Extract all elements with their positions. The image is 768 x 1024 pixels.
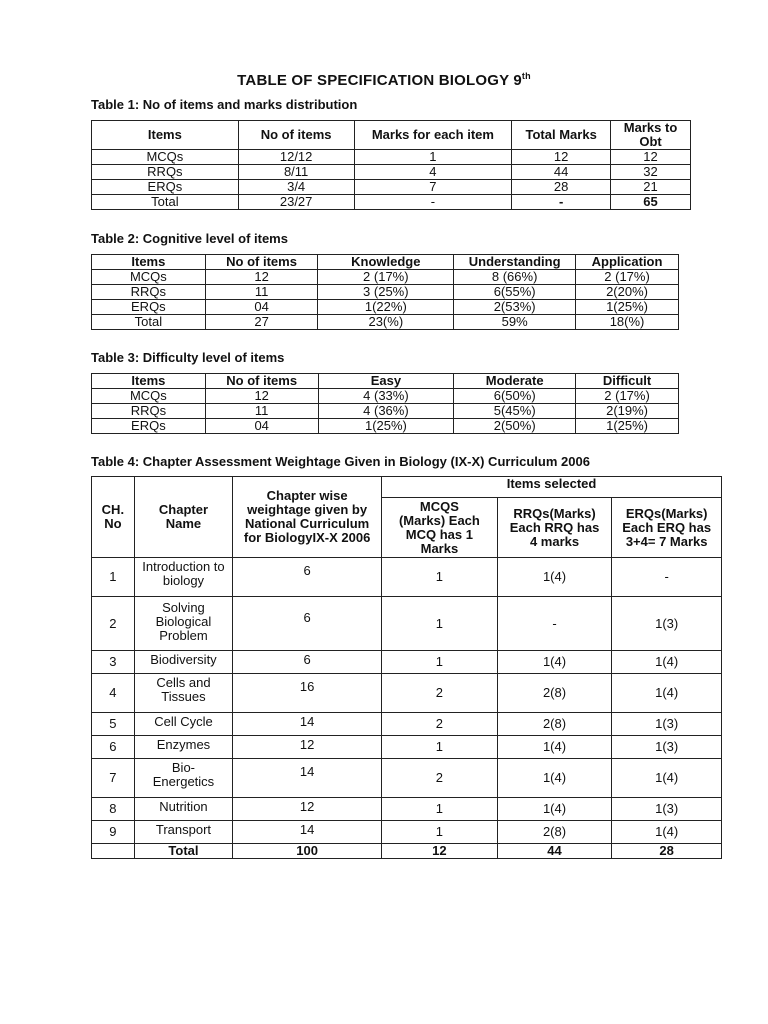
table-cell: 1(25%): [576, 419, 679, 434]
table-cell: 1(3): [612, 597, 722, 651]
table-row: [92, 597, 722, 651]
table-cell: 27: [205, 315, 318, 330]
table-cell: 28: [612, 844, 722, 859]
table-cell: 6: [233, 597, 382, 651]
table-cell: 1(4): [497, 736, 612, 759]
table-cell: 12: [233, 798, 382, 821]
table-cell: 1(4): [497, 651, 612, 674]
table-cell: 4 (36%): [318, 404, 454, 419]
table-cell: 2(8): [497, 674, 612, 713]
table-cell: 1(3): [612, 798, 722, 821]
table-cell: 1(4): [497, 558, 612, 597]
table-cell: 5(45%): [454, 404, 576, 419]
table-cell: 2: [92, 597, 135, 651]
table3-header-cell: No of items: [205, 374, 318, 389]
table-row: [92, 270, 679, 285]
table3-header-cell: Items: [92, 374, 206, 389]
table-cell: 1(4): [612, 651, 722, 674]
table-cell: 28: [512, 180, 611, 195]
table-cell: 44: [512, 165, 611, 180]
table-cell: 4 (33%): [318, 389, 454, 404]
table-cell: RRQs: [92, 404, 206, 419]
table-cell: 3: [92, 651, 135, 674]
table-cell: 4: [354, 165, 512, 180]
table-row: [92, 713, 722, 736]
table2-header-cell: Understanding: [454, 255, 576, 270]
table-row: [92, 315, 679, 330]
table-cell: RRQs: [92, 285, 206, 300]
table2-caption: Table 2: Cognitive level of items: [91, 231, 288, 246]
table2: [91, 254, 679, 330]
table-row: [92, 195, 691, 210]
table-cell: 16: [233, 674, 382, 713]
table4-header-weightage: Chapter wise weightage given by National Curriculum for BiologyIX-X 2006: [233, 477, 382, 558]
table-cell: 04: [205, 300, 318, 315]
table-cell: 14: [233, 821, 382, 844]
table-row: [92, 798, 722, 821]
table-row: [92, 558, 722, 597]
table-cell: 2(50%): [454, 419, 576, 434]
table-cell: 3/4: [238, 180, 354, 195]
table-cell: [92, 844, 135, 859]
table-cell: 12: [611, 150, 691, 165]
table-cell: 2(19%): [576, 404, 679, 419]
table-cell: 2: [382, 674, 498, 713]
table-cell: 12: [205, 389, 318, 404]
table4-header-mcqs: MCQS (Marks) Each MCQ has 1 Marks: [382, 498, 498, 558]
table-cell: 3 (25%): [318, 285, 454, 300]
table-cell: Bio-Energetics: [134, 759, 232, 798]
table1-header-cell: Marks to Obt: [611, 121, 691, 150]
table-cell: 4: [92, 674, 135, 713]
table2-header-cell: Application: [576, 255, 679, 270]
table-row: [92, 651, 722, 674]
table-cell: 6: [92, 736, 135, 759]
table4-header-ch-no: CH. No: [92, 477, 135, 558]
table-cell: 6(50%): [454, 389, 576, 404]
table-cell: 2(8): [497, 713, 612, 736]
table-cell: 1: [382, 736, 498, 759]
table-cell: 1: [354, 150, 512, 165]
table-cell: 12: [205, 270, 318, 285]
table-cell: 1(4): [612, 674, 722, 713]
table-cell: 1(25%): [576, 300, 679, 315]
table-row: [92, 759, 722, 798]
table-cell: 59%: [454, 315, 576, 330]
table-cell: 1: [92, 558, 135, 597]
table-row: [92, 300, 679, 315]
table-cell: 65: [611, 195, 691, 210]
table2-header-row: [92, 255, 679, 270]
table-cell: 12/12: [238, 150, 354, 165]
table-cell: Introduction to biology: [134, 558, 232, 597]
table-cell: MCQs: [92, 389, 206, 404]
table-cell: MCQs: [92, 150, 239, 165]
table-cell: -: [497, 597, 612, 651]
table-cell: 2(8): [497, 821, 612, 844]
table-cell: 2(20%): [576, 285, 679, 300]
table-row: [92, 165, 691, 180]
table-row: [92, 821, 722, 844]
table-row: [92, 419, 679, 434]
table-cell: Total: [92, 195, 239, 210]
table-cell: 1: [382, 821, 498, 844]
table-row: [92, 674, 722, 713]
table1: [91, 120, 691, 210]
table-cell: 5: [92, 713, 135, 736]
table1-header-cell: Total Marks: [512, 121, 611, 150]
table2-header-cell: Items: [92, 255, 206, 270]
table-cell: 6: [233, 558, 382, 597]
table-cell: 1(3): [612, 713, 722, 736]
table1-caption: Table 1: No of items and marks distribution: [91, 97, 358, 112]
table1-body: [92, 150, 691, 210]
table4-caption: Table 4: Chapter Assessment Weightage Given in Biology (IX-X) Curriculum 2006: [91, 454, 590, 469]
table-cell: 8: [92, 798, 135, 821]
table-cell: 11: [205, 404, 318, 419]
title-text: TABLE OF SPECIFICATION BIOLOGY 9: [237, 72, 522, 89]
table-row: [92, 180, 691, 195]
table-cell: 7: [354, 180, 512, 195]
table1-header-cell: No of items: [238, 121, 354, 150]
table-cell: 2 (17%): [576, 270, 679, 285]
page-title: [0, 71, 768, 89]
table-cell: 2 (17%): [576, 389, 679, 404]
table4-total-row: [92, 844, 722, 859]
table-cell: 1: [382, 798, 498, 821]
table-cell: 2(53%): [454, 300, 576, 315]
table-cell: 9: [92, 821, 135, 844]
table-cell: 2: [382, 759, 498, 798]
table4: [91, 476, 722, 859]
table4-header-items-selected: Items selected: [382, 477, 722, 498]
table3: [91, 373, 679, 434]
table-cell: 23(%): [318, 315, 454, 330]
table1-header-cell: Items: [92, 121, 239, 150]
table-cell: 8 (66%): [454, 270, 576, 285]
table-cell: 1: [382, 651, 498, 674]
table-cell: 14: [233, 759, 382, 798]
table-cell: 1(4): [497, 798, 612, 821]
table-cell: Biodiversity: [134, 651, 232, 674]
table3-header-cell: Moderate: [454, 374, 576, 389]
table-cell: Total: [92, 315, 206, 330]
table-cell: Total: [134, 844, 232, 859]
table-cell: 7: [92, 759, 135, 798]
table4-header-chapter-name: Chapter Name: [134, 477, 232, 558]
table-cell: 1(4): [497, 759, 612, 798]
table-cell: 1(4): [612, 821, 722, 844]
table-cell: 21: [611, 180, 691, 195]
table-row: [92, 389, 679, 404]
table-cell: 1: [382, 597, 498, 651]
table4-header-rrqs: RRQs(Marks) Each RRQ has 4 marks: [497, 498, 612, 558]
table-cell: Cell Cycle: [134, 713, 232, 736]
table-cell: 04: [205, 419, 318, 434]
table-cell: Transport: [134, 821, 232, 844]
table-cell: 11: [205, 285, 318, 300]
table-cell: 1: [382, 558, 498, 597]
table-cell: Solving Biological Problem: [134, 597, 232, 651]
table-row: [92, 736, 722, 759]
table-cell: Enzymes: [134, 736, 232, 759]
table-row: [92, 285, 679, 300]
table-cell: 1(25%): [318, 419, 454, 434]
table-cell: 1(4): [612, 759, 722, 798]
table-row: [92, 404, 679, 419]
table-cell: 2 (17%): [318, 270, 454, 285]
table1-header-cell: Marks for each item: [354, 121, 512, 150]
table-cell: 23/27: [238, 195, 354, 210]
table-row: [92, 150, 691, 165]
table-cell: 14: [233, 713, 382, 736]
table-cell: 18(%): [576, 315, 679, 330]
table-cell: MCQs: [92, 270, 206, 285]
table-cell: 32: [611, 165, 691, 180]
table-cell: ERQs: [92, 300, 206, 315]
table-cell: 12: [512, 150, 611, 165]
table3-header-cell: Easy: [318, 374, 454, 389]
table-cell: 2: [382, 713, 498, 736]
table-cell: -: [512, 195, 611, 210]
table3-header-row: [92, 374, 679, 389]
table4-header-erqs: ERQs(Marks) Each ERQ has 3+4= 7 Marks: [612, 498, 722, 558]
table-cell: 12: [382, 844, 498, 859]
table-cell: 6(55%): [454, 285, 576, 300]
table-cell: 44: [497, 844, 612, 859]
table-cell: 1(3): [612, 736, 722, 759]
table-cell: ERQs: [92, 180, 239, 195]
table3-caption: Table 3: Difficulty level of items: [91, 350, 285, 365]
table3-header-cell: Difficult: [576, 374, 679, 389]
table2-header-cell: Knowledge: [318, 255, 454, 270]
table2-header-cell: No of items: [205, 255, 318, 270]
table-cell: 1(22%): [318, 300, 454, 315]
table-cell: -: [354, 195, 512, 210]
table-cell: RRQs: [92, 165, 239, 180]
table-cell: 12: [233, 736, 382, 759]
table-cell: 8/11: [238, 165, 354, 180]
table-cell: 6: [233, 651, 382, 674]
table-cell: Cells and Tissues: [134, 674, 232, 713]
title-superscript: th: [521, 71, 531, 81]
table-cell: 100: [233, 844, 382, 859]
table-cell: ERQs: [92, 419, 206, 434]
table-cell: -: [612, 558, 722, 597]
table-cell: Nutrition: [134, 798, 232, 821]
